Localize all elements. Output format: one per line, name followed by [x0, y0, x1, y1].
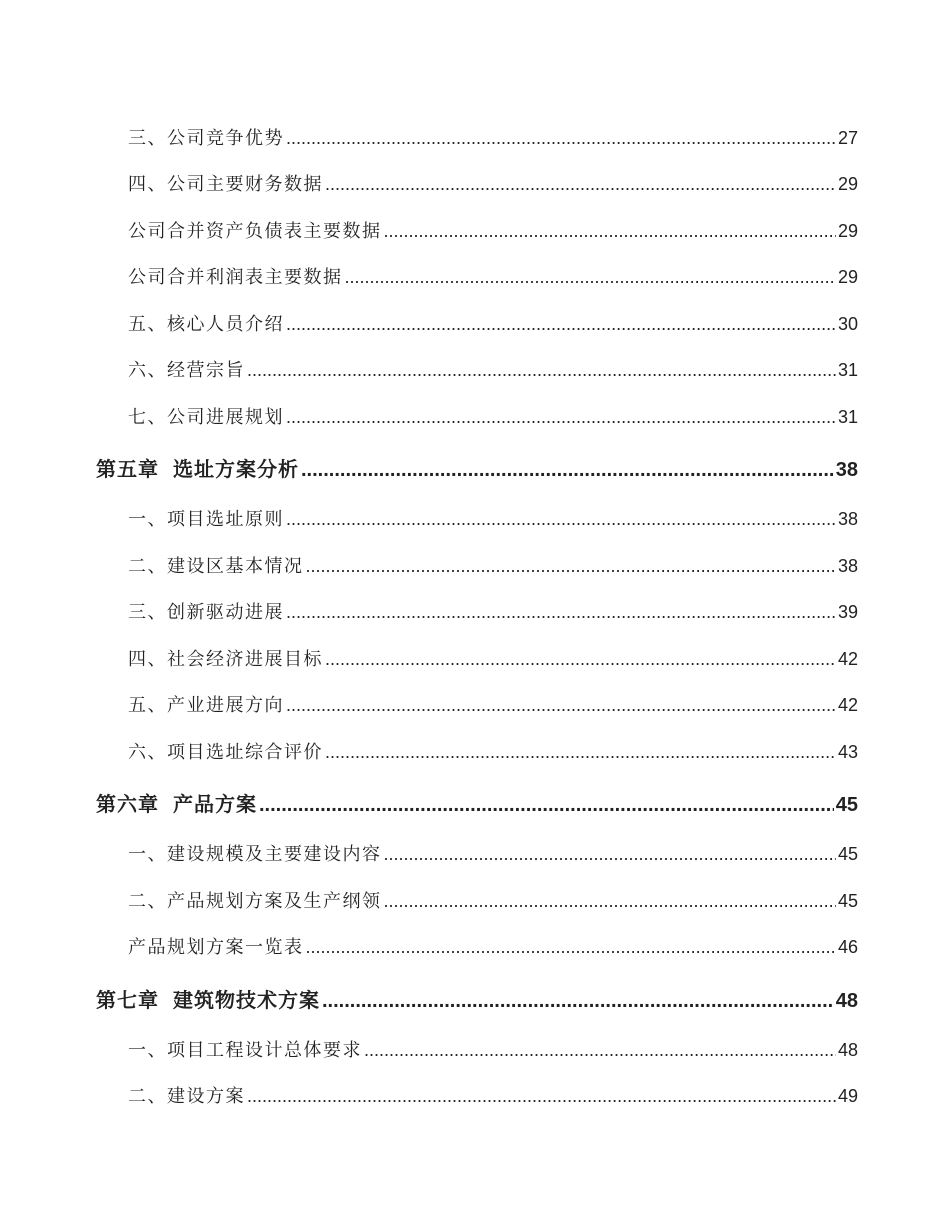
toc-page-number: 45: [837, 844, 858, 864]
toc-number: 四、: [128, 174, 167, 195]
toc-title: 公司合并资产负债表主要数据: [128, 221, 382, 242]
toc-dot-leader: [384, 891, 836, 912]
toc-number: 五、: [128, 314, 167, 335]
toc-title: 公司合并利润表主要数据: [128, 267, 343, 288]
toc-dot-leader: [247, 360, 836, 381]
toc-dot-leader: [259, 794, 834, 817]
toc-entry-row[interactable]: [128, 738, 858, 766]
toc-title: 公司主要财务数据: [167, 174, 323, 195]
toc-number: 六、: [128, 742, 167, 763]
toc-entry-row[interactable]: [128, 170, 858, 198]
toc-page-number: 49: [837, 1086, 858, 1106]
toc-page-number: 48: [837, 1040, 858, 1060]
toc-title: 产品规划方案一览表: [128, 937, 304, 958]
toc-title: 核心人员介绍: [167, 314, 284, 335]
toc-dot-leader: [286, 407, 836, 428]
toc-number: 二、: [128, 891, 167, 912]
toc-number: 第六章: [96, 792, 159, 816]
toc-title: 产品规划方案及生产纲领: [167, 891, 382, 912]
toc-dot-leader: [384, 221, 836, 242]
toc-page-number: 48: [835, 990, 858, 1012]
toc-title: 创新驱动进展: [167, 602, 284, 623]
toc-entry-row[interactable]: [128, 310, 858, 338]
toc-number: 二、: [128, 1086, 167, 1107]
toc-page-number: 38: [837, 509, 858, 529]
toc-title: 产品方案: [173, 792, 257, 816]
toc-number: 三、: [128, 128, 167, 149]
toc-dot-leader: [286, 602, 836, 623]
toc-page-number: 29: [837, 267, 858, 287]
toc-entry-row[interactable]: [128, 598, 858, 626]
toc-title: 建筑物技术方案: [173, 988, 320, 1012]
toc-dot-leader: [364, 1040, 836, 1061]
toc-entry-row[interactable]: [128, 403, 858, 431]
toc-page-number: 46: [837, 937, 858, 957]
toc-entry-row[interactable]: [128, 356, 858, 384]
toc-page-number: 29: [837, 221, 858, 241]
toc-page-number: 27: [837, 128, 858, 148]
toc-number: 一、: [128, 844, 167, 865]
toc-entry-row[interactable]: [128, 691, 858, 719]
toc-chapter-row[interactable]: [96, 453, 858, 481]
toc-page-number: 45: [837, 891, 858, 911]
toc-title: 建设区基本情况: [167, 556, 304, 577]
toc-page-number: 42: [837, 695, 858, 715]
toc-page-number: 42: [837, 649, 858, 669]
toc-number: 二、: [128, 556, 167, 577]
toc-entry-row[interactable]: [128, 933, 858, 961]
toc-dot-leader: [384, 844, 836, 865]
toc-dot-leader: [286, 695, 836, 716]
toc-title: 项目工程设计总体要求: [167, 1040, 362, 1061]
toc-page-number: 38: [835, 459, 858, 481]
toc-entry-row[interactable]: [128, 552, 858, 580]
toc-entry-row[interactable]: [128, 1036, 858, 1064]
toc-page-number: 31: [837, 360, 858, 380]
toc-entry-row[interactable]: [128, 887, 858, 915]
toc-title: 公司竞争优势: [167, 128, 284, 149]
toc-page-number: 30: [837, 314, 858, 334]
toc-number: 七、: [128, 407, 167, 428]
toc-number: 第五章: [96, 457, 159, 481]
toc-page-number: 38: [837, 556, 858, 576]
toc-number: 一、: [128, 509, 167, 530]
toc-title: 产业进展方向: [167, 695, 284, 716]
toc-title: 建设方案: [167, 1086, 245, 1107]
toc-dot-leader: [247, 1086, 836, 1107]
toc-dot-leader: [325, 174, 836, 195]
toc-dot-leader: [325, 649, 836, 670]
toc-entry-row[interactable]: [128, 505, 858, 533]
toc-number: 六、: [128, 360, 167, 381]
toc-title: 选址方案分析: [173, 457, 299, 481]
toc-title: 项目选址综合评价: [167, 742, 323, 763]
toc-title: 项目选址原则: [167, 509, 284, 530]
toc-page-number: 39: [837, 602, 858, 622]
toc-page-number: 29: [837, 174, 858, 194]
toc-page-number: 31: [837, 407, 858, 427]
toc-number: 第七章: [96, 988, 159, 1012]
toc-number: 五、: [128, 695, 167, 716]
toc-page-number: 45: [835, 794, 858, 816]
toc-dot-leader: [322, 990, 834, 1013]
toc-number: 三、: [128, 602, 167, 623]
toc-title: 经营宗旨: [167, 360, 245, 381]
toc-dot-leader: [286, 314, 836, 335]
toc-entry-row[interactable]: [128, 124, 858, 152]
toc-dot-leader: [286, 509, 836, 530]
toc-dot-leader: [286, 128, 836, 149]
toc-title: 建设规模及主要建设内容: [167, 844, 382, 865]
toc-entry-row[interactable]: [128, 1082, 858, 1110]
toc-dot-leader: [301, 459, 834, 482]
toc-entry-row[interactable]: [128, 217, 858, 245]
toc-title: 公司进展规划: [167, 407, 284, 428]
toc-dot-leader: [345, 267, 836, 288]
toc-entry-row[interactable]: [128, 840, 858, 868]
toc-number: 一、: [128, 1040, 167, 1061]
toc-page-number: 43: [837, 742, 858, 762]
toc-number: 四、: [128, 649, 167, 670]
toc-entry-row[interactable]: [128, 645, 858, 673]
toc-title: 社会经济进展目标: [167, 649, 323, 670]
toc-entry-row[interactable]: [128, 263, 858, 291]
toc-chapter-row[interactable]: [96, 984, 858, 1012]
toc-dot-leader: [325, 742, 836, 763]
toc-dot-leader: [306, 937, 836, 958]
toc-chapter-row[interactable]: [96, 788, 858, 816]
toc-dot-leader: [306, 556, 836, 577]
